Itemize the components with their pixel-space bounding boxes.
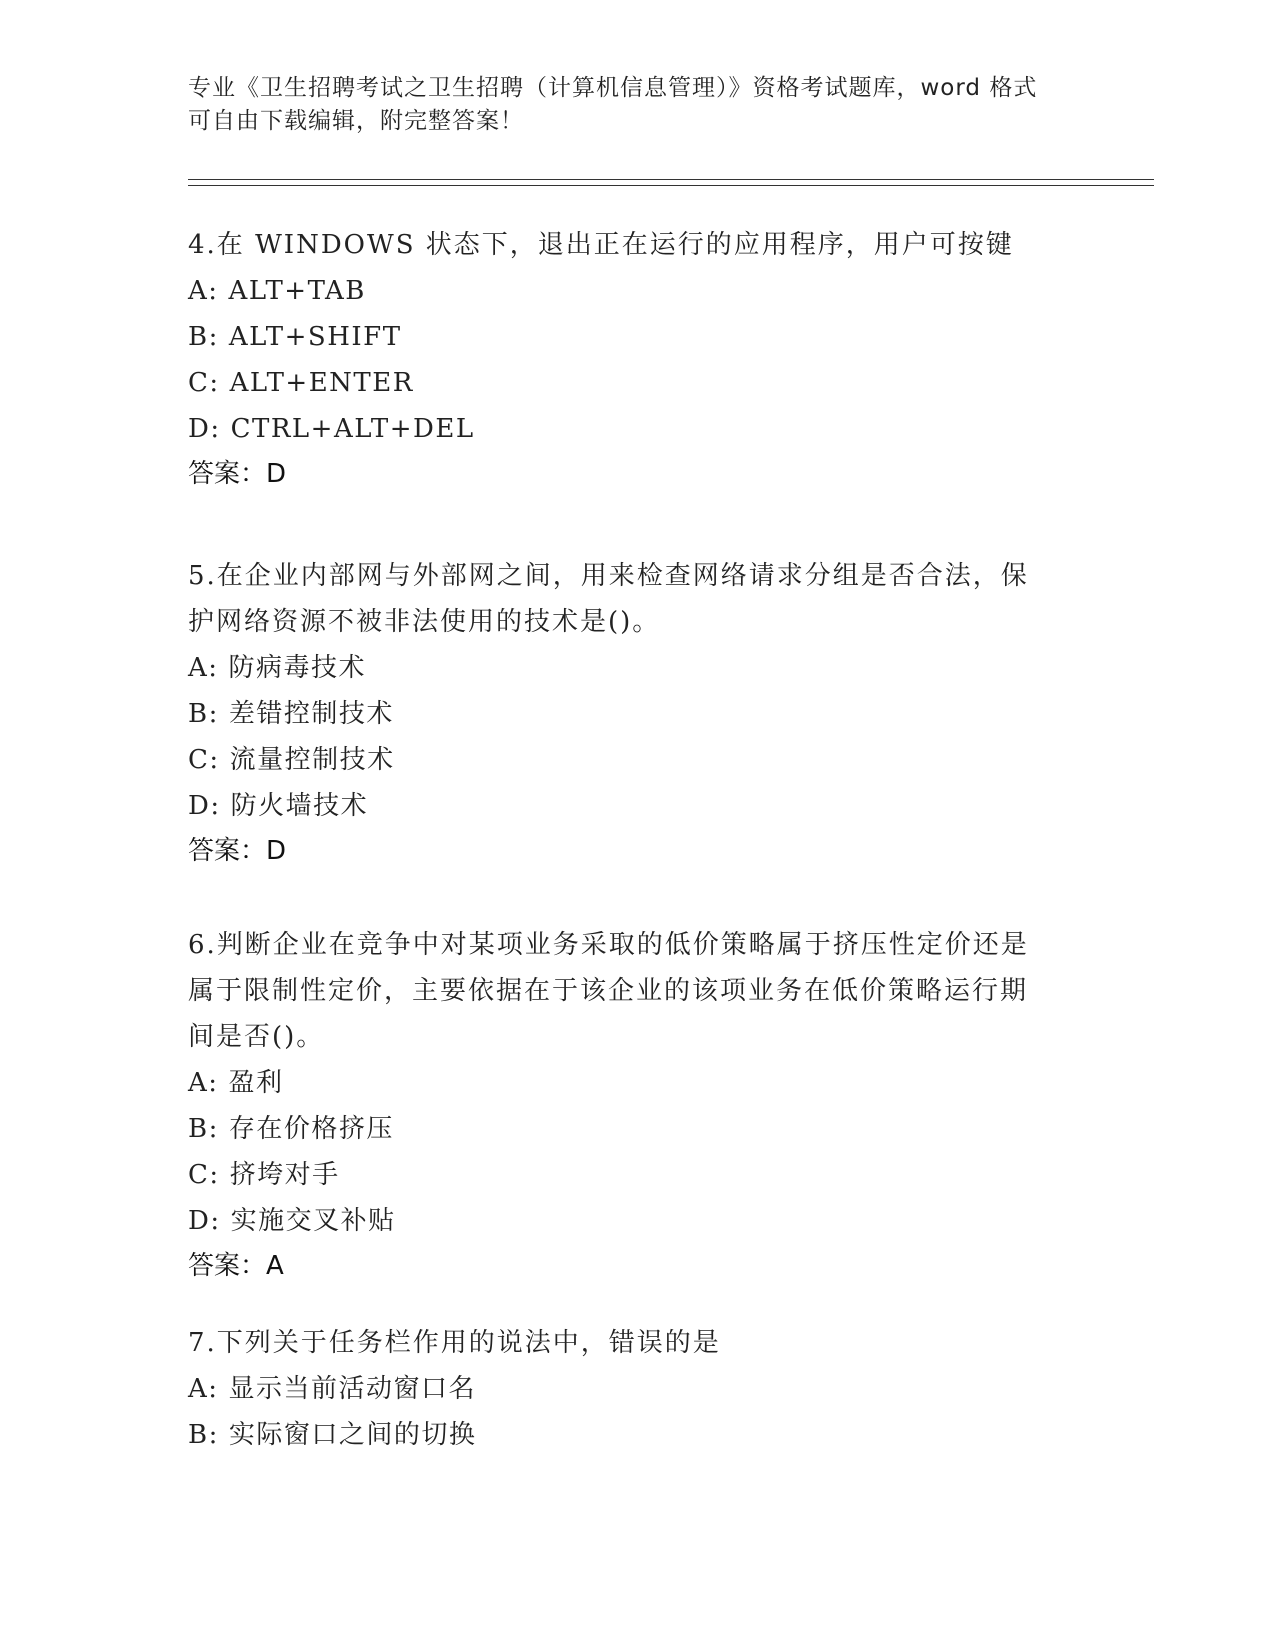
header-divider-bottom [188,185,1154,186]
question-stem-line: 属于限制性定价，主要依据在于该企业的该项业务在低价策略运行期 [188,976,1029,1006]
header-line-2: 可自由下载编辑，附完整答案！ [188,108,524,134]
option-text: ALT+TAB [228,276,366,306]
question-7 [188,1320,1088,1458]
question-stem [188,553,1088,645]
option-text: 实际窗口之间的切换 [228,1420,477,1450]
option-letter: B: [188,1420,219,1450]
option-d [188,406,1088,452]
option-c [188,360,1088,406]
option-a [188,1366,1088,1412]
option-letter: A: [188,1068,219,1098]
option-text: 防病毒技术 [228,653,367,683]
option-text: 流量控制技术 [229,745,395,775]
question-6 [188,922,1088,1288]
option-letter: C: [188,745,220,775]
option-a [188,268,1088,314]
option-d [188,1198,1088,1244]
option-text: 差错控制技术 [228,699,394,729]
option-letter: C: [188,1160,220,1190]
question-stem-line: 护网络资源不被非法使用的技术是()。 [188,607,661,637]
question-stem-line: 5.在企业内部网与外部网之间，用来检查网络请求分组是否合法，保 [188,561,1029,591]
answer: 答案：D [188,836,287,866]
option-letter: B: [188,322,219,352]
question-stem [188,922,1088,1060]
option-letter: C: [188,368,220,398]
option-text: 盈利 [228,1068,284,1098]
option-b [188,691,1088,737]
option-text: 显示当前活动窗口名 [228,1374,477,1404]
option-text: 实施交叉补贴 [230,1206,396,1236]
option-letter: A: [188,653,219,683]
option-text: ALT+ENTER [229,368,414,398]
question-stem-line: 6.判断企业在竞争中对某项业务采取的低价策略属于挤压性定价还是 [188,930,1029,960]
option-b [188,314,1088,360]
option-text: CTRL+ALT+DEL [230,414,475,444]
option-text: 挤垮对手 [229,1160,340,1190]
option-letter: A: [188,1374,219,1404]
option-b [188,1412,1088,1458]
option-letter: B: [188,1114,219,1144]
header-divider-top [188,179,1154,180]
option-b [188,1106,1088,1152]
question-stem-line: 7.下列关于任务栏作用的说法中，错误的是 [188,1328,721,1358]
option-letter: A: [188,276,219,306]
question-stem-line: 间是否()。 [188,1022,325,1052]
question-4 [188,222,1088,496]
answer: 答案：D [188,459,287,489]
option-text: 防火墙技术 [230,791,369,821]
option-text: 存在价格挤压 [228,1114,394,1144]
option-text: ALT+SHIFT [228,322,402,352]
question-stem-line: 4.在 WINDOWS 状态下，退出正在运行的应用程序，用户可按键 [188,230,1014,260]
question-5 [188,553,1088,873]
option-letter: D: [188,414,221,444]
option-letter: B: [188,699,219,729]
option-a [188,645,1088,691]
document-header [188,72,1088,138]
option-a [188,1060,1088,1106]
option-c [188,737,1088,783]
header-line-1: 专业《卫生招聘考试之卫生招聘（计算机信息管理）》资格考试题库，word 格式 [188,75,1038,101]
option-c [188,1152,1088,1198]
answer: 答案：A [188,1251,284,1281]
question-stem [188,222,1088,268]
option-letter: D: [188,1206,221,1236]
option-letter: D: [188,791,221,821]
option-d [188,783,1088,829]
question-stem [188,1320,1088,1366]
